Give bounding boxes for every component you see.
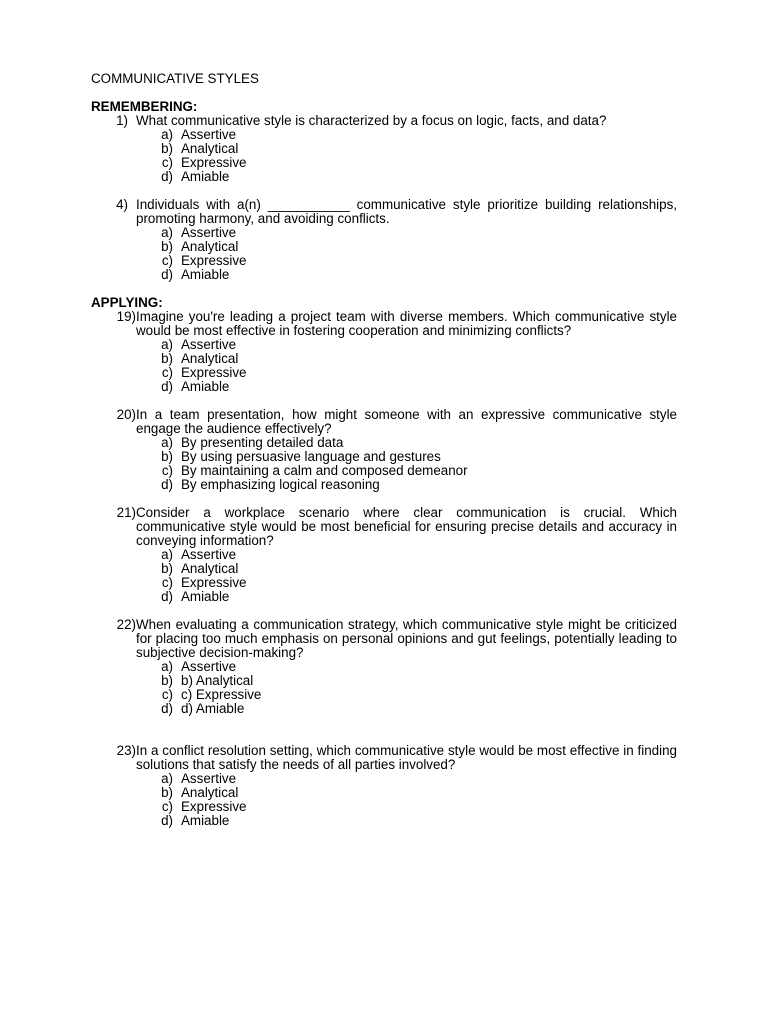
option-letter: a) xyxy=(161,337,173,352)
option-text: Assertive xyxy=(181,225,237,240)
option-text: Analytical xyxy=(181,351,239,366)
answer-option xyxy=(157,170,677,184)
option-text: Analytical xyxy=(181,561,239,576)
option-text: Analytical xyxy=(181,785,239,800)
option-text: By using persuasive language and gestures xyxy=(181,449,441,464)
option-text: Assertive xyxy=(181,659,237,674)
answer-option xyxy=(157,450,677,464)
option-letter: d) xyxy=(161,477,173,492)
option-text: Amiable xyxy=(181,813,230,828)
answer-option xyxy=(157,478,677,492)
option-letter: c) xyxy=(161,575,173,590)
option-letter: d) xyxy=(161,169,173,184)
answer-option xyxy=(157,156,677,170)
question-number: 23) xyxy=(116,743,136,758)
option-text: Expressive xyxy=(181,155,247,170)
answer-option xyxy=(157,142,677,156)
section-heading-remembering: REMEMBERING: xyxy=(91,99,198,114)
answer-options xyxy=(91,436,677,492)
option-letter: a) xyxy=(161,659,173,674)
question-number: 1) xyxy=(116,113,128,128)
question-text: Consider a workplace scenario where clear communication is crucial. Which communicative style would be most beneficial for ensuring precise details and accuracy in conveying information? xyxy=(136,505,677,548)
option-letter: b) xyxy=(161,449,173,464)
option-letter: a) xyxy=(161,225,173,240)
answer-options xyxy=(91,338,677,394)
answer-option xyxy=(157,660,677,674)
answer-options xyxy=(91,226,677,282)
question-text: Individuals with a(n) ___________ communicative style prioritize building relationships, promoting harmony, and avoiding conflicts. xyxy=(136,197,677,226)
section-heading-applying: APPLYING: xyxy=(91,295,163,310)
answer-option xyxy=(157,338,677,352)
question-text: Imagine you're leading a project team with diverse members. Which communicative style would be most effective in fostering cooperation and minimizing conflicts? xyxy=(136,309,677,338)
answer-option xyxy=(157,380,677,394)
option-text: c) Expressive xyxy=(181,687,262,702)
option-letter: c) xyxy=(161,799,173,814)
option-letter: a) xyxy=(161,127,173,142)
option-letter: d) xyxy=(161,701,173,716)
answer-option xyxy=(157,562,677,576)
question-text: In a conflict resolution setting, which communicative style would be most effective in finding solutions that satisfy the needs of all parties involved? xyxy=(136,743,677,772)
option-text: d) Amiable xyxy=(181,701,245,716)
question-text: What communicative style is characterized by a focus on logic, facts, and data? xyxy=(136,113,607,128)
option-letter: d) xyxy=(161,813,173,828)
option-text: Assertive xyxy=(181,771,237,786)
option-text: Amiable xyxy=(181,267,230,282)
answer-option xyxy=(157,254,677,268)
question-number: 20) xyxy=(116,407,136,422)
option-letter: b) xyxy=(161,351,173,366)
option-text: Expressive xyxy=(181,253,247,268)
option-letter: b) xyxy=(161,561,173,576)
answer-option xyxy=(157,702,677,716)
answer-option xyxy=(157,548,677,562)
question-number: 4) xyxy=(116,197,128,212)
answer-option xyxy=(157,128,677,142)
option-text: Amiable xyxy=(181,379,230,394)
answer-options xyxy=(91,128,677,184)
answer-option xyxy=(157,772,677,786)
option-letter: d) xyxy=(161,379,173,394)
question-4 xyxy=(91,198,677,282)
document-title: COMMUNICATIVE STYLES xyxy=(91,71,259,86)
answer-options xyxy=(91,548,677,604)
answer-option xyxy=(157,814,677,828)
answer-option xyxy=(157,240,677,254)
option-text: Analytical xyxy=(181,239,239,254)
option-text: Amiable xyxy=(181,169,230,184)
option-letter: c) xyxy=(161,365,173,380)
answer-option xyxy=(157,464,677,478)
option-letter: b) xyxy=(161,785,173,800)
question-23 xyxy=(91,744,677,828)
answer-option xyxy=(157,366,677,380)
option-text: Assertive xyxy=(181,127,237,142)
answer-option xyxy=(157,576,677,590)
answer-option xyxy=(157,352,677,366)
option-letter: c) xyxy=(161,253,173,268)
option-letter: c) xyxy=(161,687,173,702)
answer-options xyxy=(91,660,677,716)
question-21 xyxy=(91,506,677,604)
answer-option xyxy=(157,436,677,450)
option-letter: b) xyxy=(161,673,173,688)
option-letter: a) xyxy=(161,547,173,562)
question-20 xyxy=(91,408,677,492)
answer-option xyxy=(157,800,677,814)
option-text: Amiable xyxy=(181,589,230,604)
answer-option xyxy=(157,226,677,240)
question-number: 21) xyxy=(116,505,136,520)
option-text: Expressive xyxy=(181,575,247,590)
option-text: Assertive xyxy=(181,547,237,562)
option-letter: a) xyxy=(161,771,173,786)
question-text: In a team presentation, how might someone with an expressive communicative style engage the audience effectively? xyxy=(136,407,677,436)
question-text: When evaluating a communication strategy, which communicative style might be criticized for placing too much emphasis on personal opinions and gut feelings, potentially leading to subjective decision-making? xyxy=(136,617,677,660)
option-letter: c) xyxy=(161,155,173,170)
option-text: Expressive xyxy=(181,365,247,380)
option-text: Assertive xyxy=(181,337,237,352)
option-text: By maintaining a calm and composed demeanor xyxy=(181,463,468,478)
answer-option xyxy=(157,674,677,688)
option-letter: d) xyxy=(161,267,173,282)
answer-option xyxy=(157,268,677,282)
answer-option xyxy=(157,688,677,702)
question-1 xyxy=(91,114,677,184)
answer-option xyxy=(157,786,677,800)
question-number: 22) xyxy=(116,617,136,632)
option-letter: c) xyxy=(161,463,173,478)
answer-option xyxy=(157,590,677,604)
option-letter: b) xyxy=(161,239,173,254)
option-text: Analytical xyxy=(181,141,239,156)
option-text: Expressive xyxy=(181,799,247,814)
question-22 xyxy=(91,618,677,716)
question-number: 19) xyxy=(116,309,136,324)
option-letter: b) xyxy=(161,141,173,156)
option-text: By presenting detailed data xyxy=(181,435,344,450)
option-letter: d) xyxy=(161,589,173,604)
option-text: b) Analytical xyxy=(181,673,254,688)
option-text: By emphasizing logical reasoning xyxy=(181,477,380,492)
question-19 xyxy=(91,310,677,394)
answer-options xyxy=(91,772,677,828)
option-letter: a) xyxy=(161,435,173,450)
